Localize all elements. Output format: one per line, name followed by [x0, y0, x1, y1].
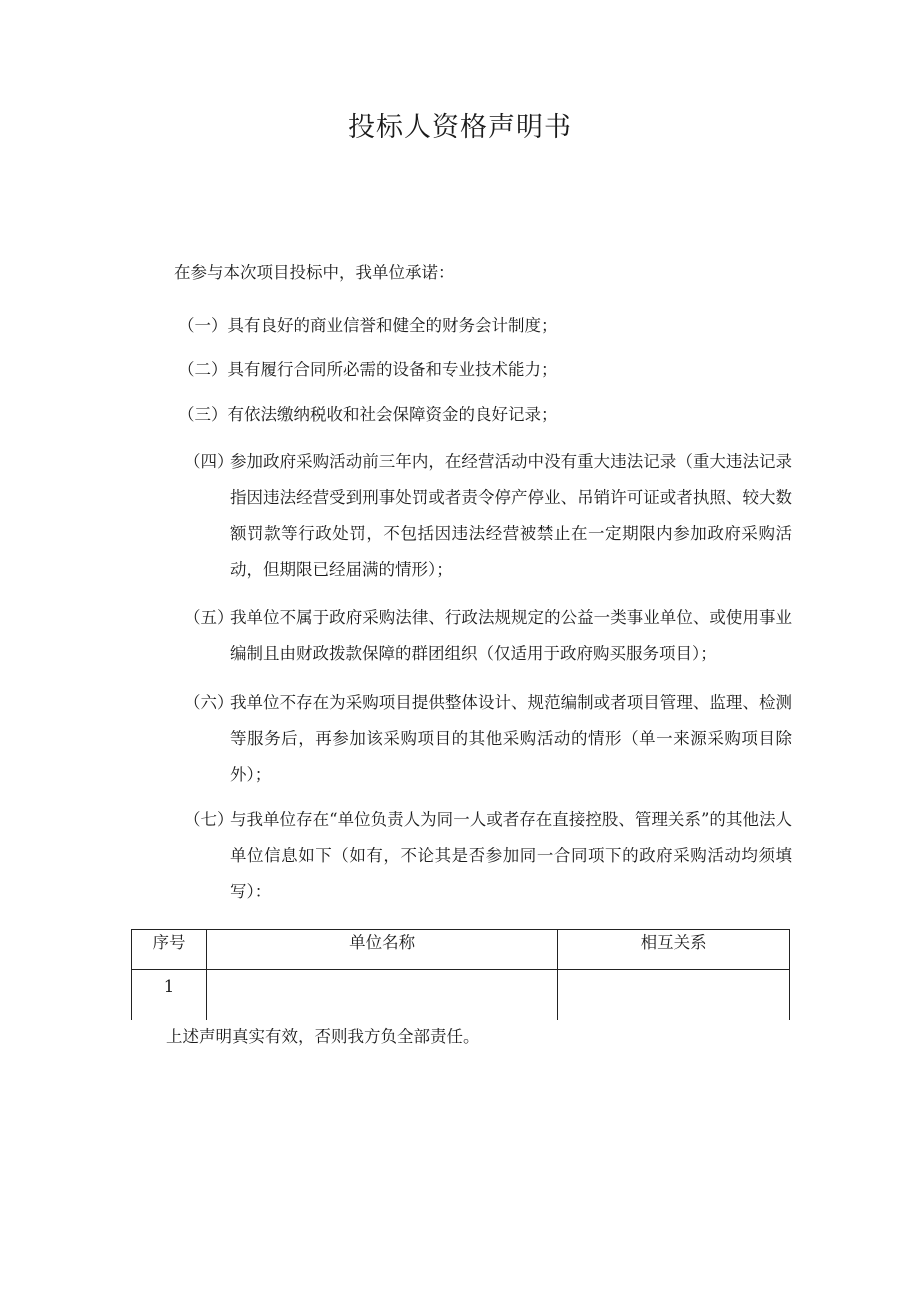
clause-2: [178, 352, 792, 388]
clause-number: （五）: [184, 608, 234, 627]
table-cell-relationship: [558, 970, 790, 1021]
clause-number: （三）: [178, 405, 228, 424]
clause-text: 具有履行合同所必需的设备和专业技术能力；: [227, 360, 558, 379]
clause-text: 我单位不属于政府采购法律、行政法规规定的公益一类事业单位、或使用事业编制且由财政拨款保障的群团组织（仅适用于政府购买服务项目）；: [230, 608, 792, 663]
clause-1: [178, 308, 792, 344]
clause-number: （六）: [184, 693, 234, 712]
clause-number: （四）: [184, 452, 234, 471]
clause-6: [184, 685, 792, 793]
clause-text: 具有良好的商业信誉和健全的财务会计制度；: [227, 316, 558, 335]
clause-text: 我单位不存在为采购项目提供整体设计、规范编制或者项目管理、监理、检测等服务后，再参加该采购项目的其他采购活动的情形（单一来源采购项目除外）；: [230, 693, 792, 784]
column-header-relationship: 相互关系: [558, 930, 790, 970]
table-header-row: [132, 930, 790, 970]
clause-number: （二）: [178, 360, 228, 379]
clause-5: [184, 600, 792, 672]
closing-statement: 上述声明真实有效，否则我方负全部责任。: [166, 1027, 480, 1046]
document-title: 投标人资格声明书: [348, 112, 572, 143]
table-row: [132, 970, 790, 1021]
related-units-table: [131, 929, 790, 1020]
clause-3: [178, 397, 792, 433]
column-header-index: 序号: [132, 930, 207, 970]
clause-4: [184, 444, 792, 588]
clause-number: （一）: [178, 316, 228, 335]
clause-text: 参加政府采购活动前三年内，在经营活动中没有重大违法记录（重大违法记录指因违法经营受到刑事处罚或者责令停产停业、吊销许可证或者执照、较大数额罚款等行政处罚，不包括因违法经营被禁止在一定期限内参加政府采购活动，但期限已经届满的情形）；: [230, 452, 792, 579]
column-header-unit-name: 单位名称: [206, 930, 557, 970]
clause-number: （七）: [184, 810, 234, 829]
clause-text: 有依法缴纳税收和社会保障资金的良好记录；: [227, 405, 558, 424]
table-cell-index: 1: [132, 970, 207, 1021]
clause-7: [184, 802, 792, 910]
intro-text: 在参与本次项目投标中，我单位承诺：: [174, 263, 455, 282]
table-cell-unit-name: [206, 970, 557, 1021]
clause-text: 与我单位存在“单位负责人为同一人或者存在直接控股、管理关系”的其他法人单位信息如下（如有，不论其是否参加同一合同项下的政府采购活动均须填写）：: [230, 810, 792, 901]
